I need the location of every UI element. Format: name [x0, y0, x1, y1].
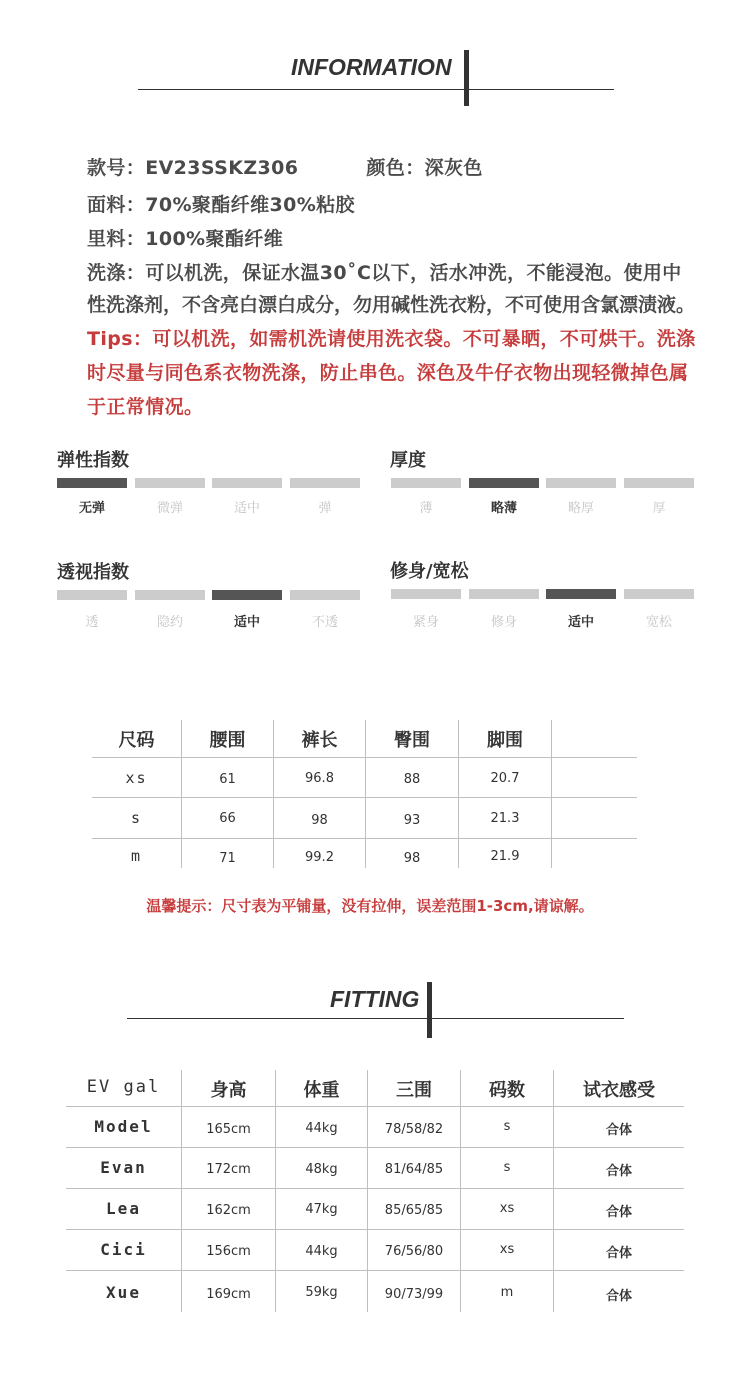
fitting-cell-measurements: 81/64/85: [384, 1162, 444, 1177]
fitting-cell-size: xs: [499, 1242, 515, 1257]
elasticity-label-3: 适中: [233, 501, 260, 516]
thickness-label-1: 薄: [419, 501, 433, 516]
transparency-label-2: 隐约: [156, 615, 183, 630]
elasticity-bar-1: [57, 478, 127, 488]
size-cell-hip: 98: [403, 851, 421, 866]
fitting-cell-feeling: 合体: [605, 1246, 632, 1261]
style-number: 款号：EV23SSKZ306: [87, 157, 299, 179]
transparency-bar-1: [57, 590, 127, 600]
size-cell-hem: 20.7: [490, 771, 520, 786]
size-table-divider: [551, 720, 552, 868]
fit-bar-2: [469, 589, 539, 599]
fitting-cell-measurements: 90/73/99: [384, 1287, 444, 1302]
elasticity-bar-2: [135, 478, 205, 488]
fit-label-3: 适中: [567, 615, 594, 630]
elasticity-label-4: 弹: [318, 501, 332, 516]
fitting-cell-height: 156cm: [206, 1244, 251, 1259]
fitting-cell-height: 172cm: [206, 1162, 251, 1177]
tips-line-2: 时尽量与同色系衣物洗涤，防止串色。深色及牛仔衣物出现轻微掉色属: [87, 362, 689, 384]
fitting-cell-feeling: 合体: [605, 1164, 632, 1179]
size-table-rule: [92, 797, 637, 798]
transparency-bar-3: [212, 590, 282, 600]
tips-line-1: Tips：可以机洗，如需机洗请使用洗衣袋。不可暴晒，不可烘干。洗涤: [87, 328, 696, 350]
fitting-header-size: 码数: [489, 1080, 525, 1101]
fitting-title-underline: [127, 1018, 624, 1019]
fitting-cell-feeling: 合体: [605, 1123, 632, 1138]
size-header-waist: 腰围: [209, 730, 246, 751]
thickness-title: 厚度: [390, 450, 426, 471]
fitting-cell-weight: 47kg: [305, 1202, 338, 1217]
fitting-cell-feeling: 合体: [605, 1289, 632, 1304]
fitting-cell-height: 162cm: [206, 1203, 251, 1218]
fitting-table-rule: [66, 1270, 684, 1271]
fitting-cell-size: xs: [499, 1201, 515, 1216]
size-cell-size: s: [130, 809, 143, 827]
size-cell-length: 96.8: [305, 771, 334, 786]
fitting-header-name: EV gal: [86, 1077, 161, 1097]
fitting-cell-name: Cici: [100, 1240, 147, 1259]
thickness-label-4: 厚: [652, 501, 666, 516]
thickness-bar-3: [546, 478, 616, 488]
fitting-cell-measurements: 76/56/80: [384, 1244, 444, 1259]
fitting-cell-height: 165cm: [206, 1122, 251, 1137]
fabric-line: 面料：70%聚酯纤维30%粘胶: [87, 194, 355, 216]
fitting-table-rule: [66, 1106, 684, 1107]
elasticity-bar-4: [290, 478, 360, 488]
fitting-title: FITTING: [330, 986, 420, 1012]
thickness-bar-1: [391, 478, 461, 488]
fitting-header-feeling: 试衣感受: [583, 1080, 655, 1101]
thickness-bar-4: [624, 478, 694, 488]
size-cell-hip: 93: [403, 813, 421, 828]
fit-label-2: 修身: [490, 615, 517, 630]
style-color-line: [87, 153, 483, 180]
wash-line-2: 性洗涤剂，不含亮白漂白成分，勿用碱性洗衣粉，不可使用含氯漂渍液。: [87, 294, 696, 316]
elasticity-title: 弹性指数: [57, 450, 129, 471]
transparency-bar-4: [290, 590, 360, 600]
size-header-hip: 臀围: [394, 730, 430, 751]
size-note: 温馨提示：尺寸表为平铺量，没有拉伸，误差范围1-3cm,请谅解。: [146, 897, 594, 915]
elasticity-label-2: 微弹: [156, 501, 183, 516]
fitting-header-height: 身高: [210, 1080, 247, 1101]
size-table-rule: [92, 757, 637, 758]
information-title-bar: [464, 50, 469, 106]
size-cell-hem: 21.9: [490, 849, 520, 864]
fit-label-1: 紧身: [412, 615, 439, 630]
fitting-cell-height: 169cm: [206, 1287, 251, 1302]
fit-title: 修身/宽松: [390, 561, 469, 582]
size-cell-size: xs: [125, 769, 148, 787]
fitting-cell-weight: 44kg: [305, 1121, 338, 1136]
thickness-label-2: 略薄: [490, 501, 517, 516]
fitting-header-measurements: 三围: [396, 1080, 432, 1101]
elasticity-label-1: 无弹: [78, 501, 105, 516]
fitting-cell-size: m: [500, 1285, 514, 1300]
wash-line-1: 洗涤：可以机洗，保证水温30˚C以下，活水冲洗，不能浸泡。使用中: [87, 262, 682, 284]
fit-bar-1: [391, 589, 461, 599]
tips-line-3: 于正常情况。: [87, 396, 204, 418]
fit-label-4: 宽松: [645, 615, 672, 630]
transparency-label-1: 透: [85, 615, 99, 630]
fit-bar-4: [624, 589, 694, 599]
size-cell-length: 99.2: [305, 850, 334, 865]
elasticity-bar-3: [212, 478, 282, 488]
fitting-cell-name: Evan: [100, 1158, 147, 1177]
fitting-header-weight: 体重: [303, 1080, 340, 1101]
lining-line: 里料：100%聚酯纤维: [87, 228, 284, 250]
fitting-cell-name: Model: [94, 1117, 153, 1136]
fitting-cell-weight: 48kg: [305, 1162, 338, 1177]
transparency-title: 透视指数: [57, 562, 129, 583]
fitting-cell-size: s: [503, 1160, 511, 1175]
fitting-title-bar: [427, 982, 432, 1038]
thickness-bar-2: [469, 478, 539, 488]
fitting-table-rule: [66, 1188, 684, 1189]
fitting-cell-weight: 44kg: [305, 1244, 338, 1259]
fitting-table-rule: [66, 1147, 684, 1148]
fitting-cell-weight: 59kg: [305, 1285, 338, 1300]
fitting-table-rule: [66, 1229, 684, 1230]
information-title-underline: [138, 89, 614, 90]
size-cell-hip: 88: [403, 772, 421, 787]
fitting-cell-measurements: 85/65/85: [384, 1203, 444, 1218]
color-value: 颜色：深灰色: [366, 157, 483, 179]
fitting-cell-size: s: [503, 1119, 511, 1134]
size-cell-length: 98: [311, 813, 328, 828]
size-header-length: 裤长: [301, 730, 338, 751]
transparency-label-4: 不透: [311, 615, 338, 630]
size-header-size: 尺码: [118, 730, 155, 751]
size-cell-size: m: [130, 847, 143, 865]
size-cell-hem: 21.3: [490, 811, 520, 826]
transparency-bar-2: [135, 590, 205, 600]
size-cell-waist: 66: [219, 811, 236, 826]
fitting-cell-measurements: 78/58/82: [384, 1122, 444, 1137]
information-title: INFORMATION: [291, 54, 452, 80]
size-cell-waist: 71: [219, 851, 236, 866]
fitting-cell-name: Xue: [106, 1283, 141, 1302]
thickness-label-3: 略厚: [567, 501, 594, 516]
size-cell-waist: 61: [219, 772, 236, 787]
fit-bar-3: [546, 589, 616, 599]
size-header-hem: 脚围: [487, 730, 523, 751]
size-table-rule: [92, 838, 637, 839]
transparency-label-3: 适中: [233, 615, 260, 630]
fitting-cell-name: Lea: [106, 1199, 141, 1218]
fitting-cell-feeling: 合体: [605, 1205, 632, 1220]
